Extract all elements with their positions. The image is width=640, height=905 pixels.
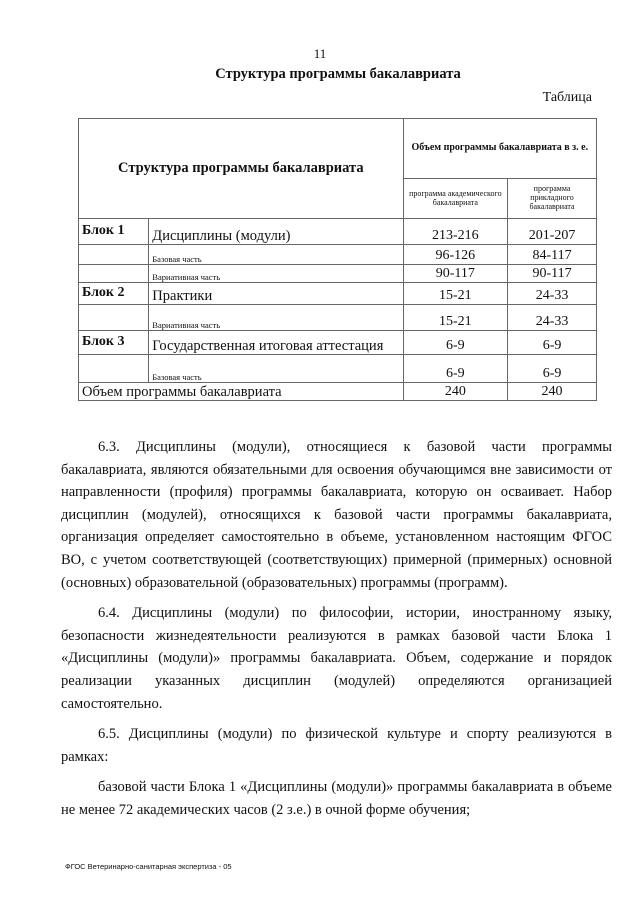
row-name: Практики xyxy=(149,283,403,305)
block-label xyxy=(79,355,149,383)
row-name: Дисциплины (модули) xyxy=(149,219,403,245)
table-row xyxy=(79,283,597,305)
academic-value: 6-9 xyxy=(403,355,507,383)
table-row xyxy=(79,245,597,265)
paragraph-6-3: 6.3. Дисциплины (модули), относящиеся к базовой части программы бакалавриата, являются обязательными для освоения обучающимся вне зависимости от направленности (профиля) программы бакалавриата, которую он осваивает. Набор дисциплин (модулей), относящихся к базовой части программы бакалавриата, организация определяет самостоятельно в объеме, установленном настоящим ФГОС ВО, с учетом соответствующей (соответствующих) примерной (примерных) основной (основных) образовательной (образовательных) программы (программ). xyxy=(61,439,612,591)
block-label: Блок 3 xyxy=(79,331,149,355)
block-label: Блок 2 xyxy=(79,283,149,305)
volume-header: Объем программы бакалавриата в з. е. xyxy=(403,119,596,179)
block-label: Блок 1 xyxy=(79,219,149,245)
footer-note: ФГОС Ветеринарно-санитарная экспертиза - 05 xyxy=(65,862,232,871)
applied-value: 6-9 xyxy=(508,331,597,355)
applied-value: 84-117 xyxy=(508,245,597,265)
table-row xyxy=(79,265,597,283)
block-label xyxy=(79,265,149,283)
table-caption: Таблица xyxy=(542,90,592,105)
body-text xyxy=(61,436,612,822)
academic-value: 96-126 xyxy=(403,245,507,265)
block-label xyxy=(79,245,149,265)
academic-value: 90-117 xyxy=(403,265,507,283)
paragraph-6-5-item: базовой части Блока 1 «Дисциплины (модули)» программы бакалавриата в объеме не менее 72 академических часов (2 з.е.) в очной форме обучения; xyxy=(61,779,612,818)
academic-value: 15-21 xyxy=(403,305,507,331)
program-structure-table xyxy=(78,118,597,401)
paragraph-6-5: 6.5. Дисциплины (модули) по физической культуре и спорту реализуются в рамках: xyxy=(61,726,612,765)
document-title: Структура программы бакалавриата xyxy=(215,66,461,82)
row-name: Государственная итоговая аттестация xyxy=(149,331,403,355)
table-total-row xyxy=(79,383,597,401)
table-row xyxy=(79,355,597,383)
total-label: Объем программы бакалавриата xyxy=(79,383,404,401)
total-applied-value: 240 xyxy=(508,383,597,401)
academic-value: 6-9 xyxy=(403,331,507,355)
table-row xyxy=(79,305,597,331)
paragraph-6-4: 6.4. Дисциплины (модули) по философии, истории, иностранному языку, безопасности жизнедеятельности реализуются в рамках базовой части Блока 1 «Дисциплины (модули)» программы бакалавриата. Объем, содержание и порядок реализации указанных дисциплин (модулей) определяются организацией самостоятельно. xyxy=(61,605,612,712)
row-name: Вариативная часть xyxy=(149,265,403,283)
applied-value: 90-117 xyxy=(508,265,597,283)
row-name: Вариативная часть xyxy=(149,305,403,331)
table-row xyxy=(79,331,597,355)
academic-value: 15-21 xyxy=(403,283,507,305)
total-academic-value: 240 xyxy=(403,383,507,401)
table-row xyxy=(79,219,597,245)
academic-value: 213-216 xyxy=(403,219,507,245)
row-name: Базовая часть xyxy=(149,355,403,383)
applied-value: 201-207 xyxy=(508,219,597,245)
applied-value: 24-33 xyxy=(508,283,597,305)
row-name: Базовая часть xyxy=(149,245,403,265)
academic-column-header: программа академического бакалавриата xyxy=(403,179,507,219)
applied-value: 6-9 xyxy=(508,355,597,383)
page-number: 11 xyxy=(313,46,327,61)
table-header-row xyxy=(79,119,597,179)
applied-value: 24-33 xyxy=(508,305,597,331)
block-label xyxy=(79,305,149,331)
table-header-title: Структура программы бакалавриата xyxy=(79,119,404,219)
applied-column-header: программа прикладного бакалавриата xyxy=(508,179,597,219)
